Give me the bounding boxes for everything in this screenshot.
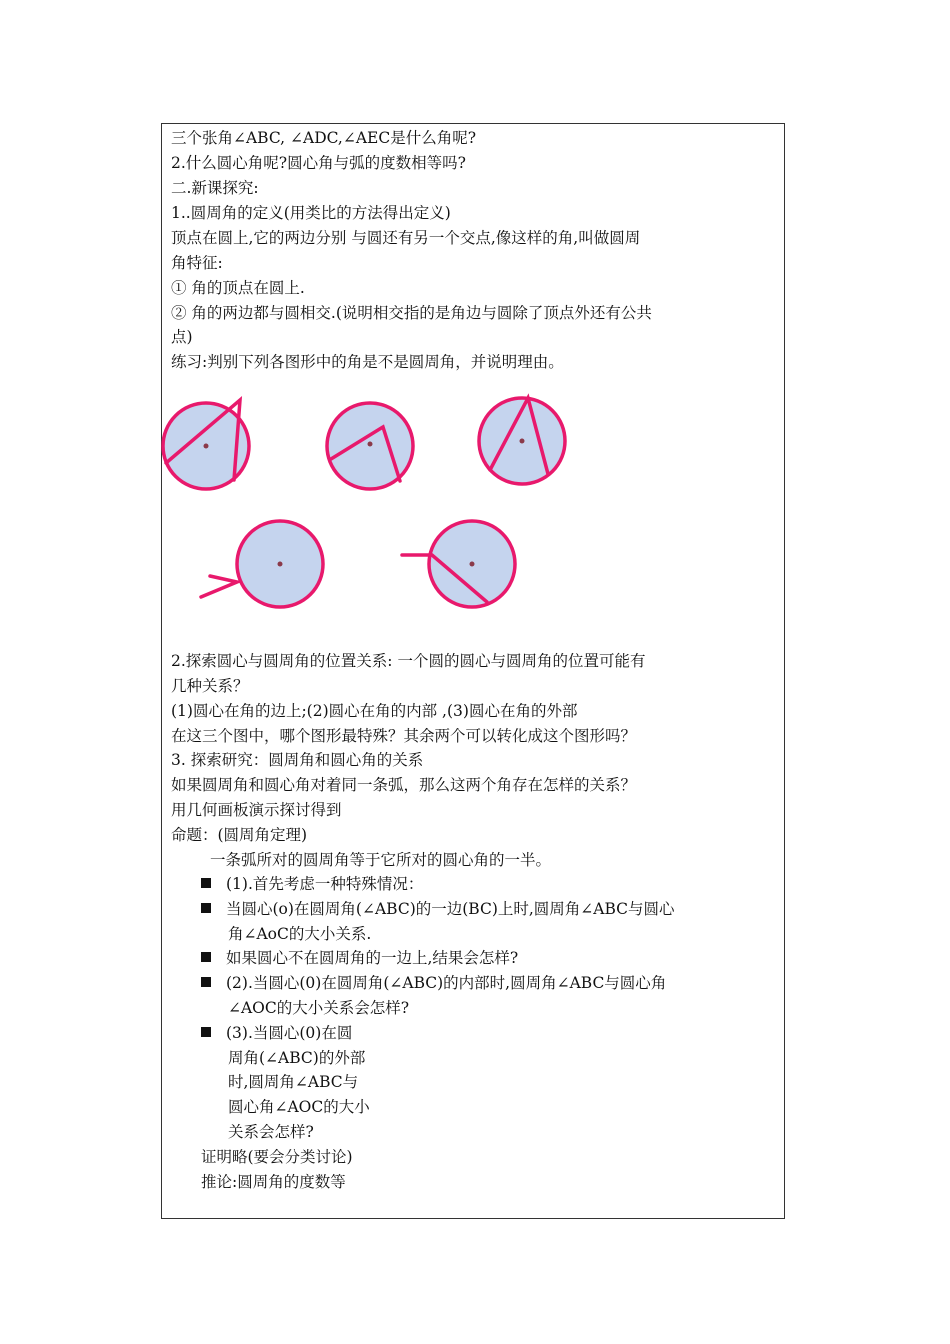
bullet-item-4: (2).当圆心(0)在圆周角(∠ABC)的内部时,圆周角∠ABC与圆心角 xyxy=(201,973,666,993)
bullet-item-4-cont: ∠AOC的大小关系会怎样? xyxy=(228,999,410,1017)
text-line-central-angle-question: 2.什么圆心角呢?圆心角与弧的度数相等吗? xyxy=(171,154,466,172)
bullet-square-icon xyxy=(201,1027,211,1037)
text-line-exercise: 练习:判别下列各图形中的角是不是圆周角，并说明理由。 xyxy=(171,353,564,371)
bullet-square-icon xyxy=(201,903,211,913)
figure-3-center xyxy=(520,439,525,444)
text-line-three-cases: (1)圆心在角的边上;(2)圆心在角的内部 ,(3)圆心在角的外部 xyxy=(171,702,578,720)
text-line-proposition: 命题：(圆周角定理) xyxy=(171,826,308,844)
text-line-explore-relation: 3. 探索研究：圆周角和圆心角的关系 xyxy=(171,751,424,769)
text-line-special-figure: 在这三个图中，哪个图形最特殊？其余两个可以转化成这个图形吗？ xyxy=(171,727,637,745)
text-line-definition-heading: 1..圆周角的定义(用类比的方法得出定义) xyxy=(171,204,451,222)
bullet-item-3: 如果圆心不在圆周角的一边上,结果会怎样? xyxy=(201,948,518,968)
bullet-item-2: 当圆心(o)在圆周角(∠ABC)的一边(BC)上时,圆周角∠ABC与圆心 xyxy=(201,899,675,919)
text-line-explore-position: 2.探索圆心与圆周角的位置关系: 一个圆的圆心与圆周角的位置可能有 xyxy=(171,652,646,670)
bullet-item-5-cont-2: 时,圆周角∠ABC与 xyxy=(228,1073,359,1091)
text-line-proof: 证明略(要会分类讨论) xyxy=(201,1148,353,1166)
bullet-square-icon xyxy=(201,878,211,888)
bullet-item-5-cont-4: 关系会怎样? xyxy=(228,1123,314,1141)
bullet-item-2-cont: 角∠AoC的大小关系. xyxy=(228,925,372,943)
figure-3 xyxy=(479,398,565,484)
bullet-item-1: (1).首先考虑一种特殊情况： xyxy=(201,874,423,894)
text-line-feature-2: ② 角的两边都与圆相交.(说明相交指的是角边与圆除了顶点外还有公共 xyxy=(171,304,652,322)
bullet-item-5: (3).当圆心(0)在圆 xyxy=(201,1023,352,1043)
section-heading-new-lesson: 二.新课探究: xyxy=(171,179,259,197)
text-line-theorem: 一条弧所对的圆周角等于它所对的圆心角的一半。 xyxy=(210,851,552,869)
text-line-feature-1: ① 角的顶点在圆上. xyxy=(171,279,305,297)
figure-5-center xyxy=(470,562,475,567)
figure-4-center xyxy=(278,562,283,567)
figure-4-angle xyxy=(201,576,237,597)
figure-4 xyxy=(201,521,323,607)
bullet-square-icon xyxy=(201,977,211,987)
figure-2-center xyxy=(368,442,373,447)
figure-5 xyxy=(402,521,515,607)
text-line-feature-2-cont: 点) xyxy=(171,328,193,346)
figure-1-center xyxy=(204,444,209,449)
figure-1 xyxy=(163,400,249,489)
text-line-definition: 顶点在圆上,它的两边分别 与圆还有另一个交点,像这样的角,叫做圆周 xyxy=(171,229,641,247)
bullet-item-5-cont-1: 周角(∠ABC)的外部 xyxy=(228,1049,366,1067)
text-line-geometry-sketchpad: 用几何画板演示探讨得到 xyxy=(171,801,342,819)
figure-2 xyxy=(327,403,413,489)
bullet-item-5-cont-3: 圆心角∠AOC的大小 xyxy=(228,1098,370,1116)
text-line-angles-question: 三个张角∠ABC, ∠ADC,∠AEC是什么角呢? xyxy=(171,129,477,147)
text-line-explore-position-cont: 几种关系？ xyxy=(171,677,249,695)
text-line-corollary: 推论:圆周角的度数等 xyxy=(201,1173,346,1191)
text-line-same-arc-question: 如果圆周角和圆心角对着同一条弧，那么这两个角存在怎样的关系？ xyxy=(171,776,637,794)
bullet-square-icon xyxy=(201,952,211,962)
text-line-features: 角特征: xyxy=(171,254,223,272)
